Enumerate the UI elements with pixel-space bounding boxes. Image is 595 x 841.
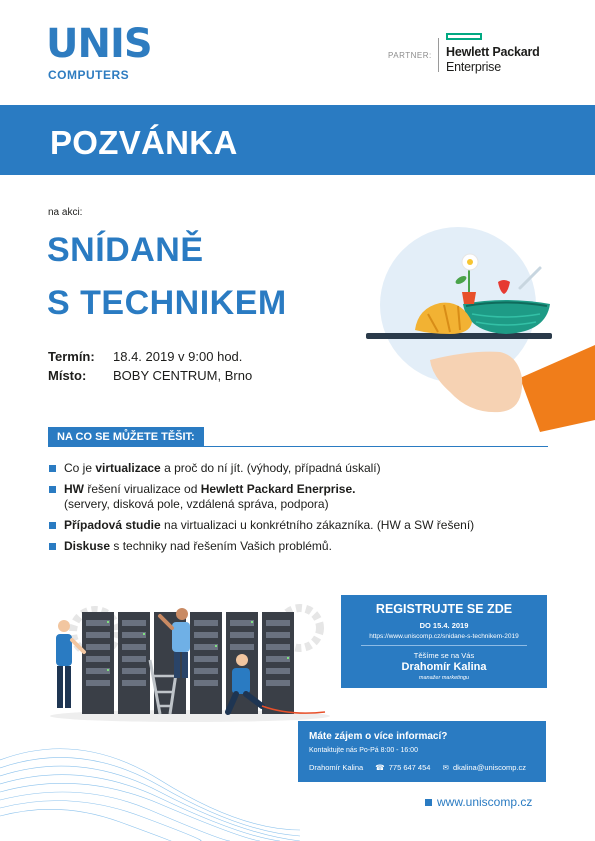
registration-title[interactable]: REGISTRUJTE SE ZDE: [375, 602, 513, 616]
unis-logo: UNIS: [46, 21, 152, 67]
contact-phone[interactable]: 775 647 454: [388, 763, 431, 772]
partner-label: PARTNER:: [388, 51, 432, 60]
bullet-bold: Hewlett Packard Enerprise.: [200, 482, 356, 496]
banner-title: POZVÁNKA: [50, 124, 238, 161]
term-label: Termín:: [48, 349, 95, 364]
contact-box: [298, 721, 546, 782]
contact-title: Máte zájem o více informací?: [309, 731, 448, 742]
bullet-text: a proč do ní jít. (výhody, případná úskalí): [160, 461, 381, 475]
contact-hours: Kontaktujte nás Po-Pá 8:00 - 16:00: [309, 747, 418, 754]
bullet-bold: Diskuse: [64, 539, 111, 553]
event-title-line1: SNÍDANĚ: [47, 231, 204, 269]
place-value: BOBY CENTRUM, Brno: [113, 368, 253, 383]
registration-greeting: Těšíme se na Vás: [413, 651, 475, 660]
unis-logo-subtitle: COMPUTERS: [48, 68, 130, 82]
bullet-text: s techniky nad řešením Vašich problémů.: [110, 539, 332, 553]
bullet-text: (servery, disková pole, vzdálená správa, podpora): [64, 497, 329, 511]
registration-link[interactable]: https://www.uniscomp.cz/snidane-s-technikem-2019: [369, 633, 519, 640]
website-link[interactable]: www.uniscomp.cz: [437, 795, 533, 809]
contact-name: Drahomír Kalina: [309, 763, 364, 772]
hpe-logo-line2: Enterprise: [446, 60, 501, 74]
event-intro: na akci:: [48, 207, 83, 218]
registration-deadline: DO 15.4. 2019: [419, 621, 469, 630]
hpe-logo-line1: Hewlett Packard: [446, 45, 540, 59]
contact-details: [309, 763, 526, 772]
envelope-icon: ✉: [442, 763, 449, 772]
section-heading: NA CO SE MŮŽETE TĚŠIT:: [48, 427, 204, 447]
bullet-text: na virtualizaci u konkrétního zákazníka. (HW a SW řešení): [160, 518, 475, 532]
contact-person-role: manažer marketingu: [418, 675, 470, 681]
bullet-bold: Případová studie: [64, 518, 161, 532]
contact-email[interactable]: dkalina@uniscomp.cz: [452, 763, 527, 772]
bullet-bold: HW: [64, 482, 84, 496]
term-value: 18.4. 2019 v 9:00 hod.: [113, 349, 243, 364]
bullet-text: Co je: [64, 461, 96, 475]
phone-icon: ☎: [375, 763, 385, 772]
event-title-line2: S TECHNIKEM: [47, 284, 287, 322]
contact-person-name: Drahomír Kalina: [401, 661, 487, 673]
bullet-text: řešení virualizace od: [84, 482, 201, 496]
place-label: Místo:: [48, 368, 87, 383]
bullet-bold: virtualizace: [95, 461, 161, 475]
bullet-square-icon: [425, 799, 432, 806]
